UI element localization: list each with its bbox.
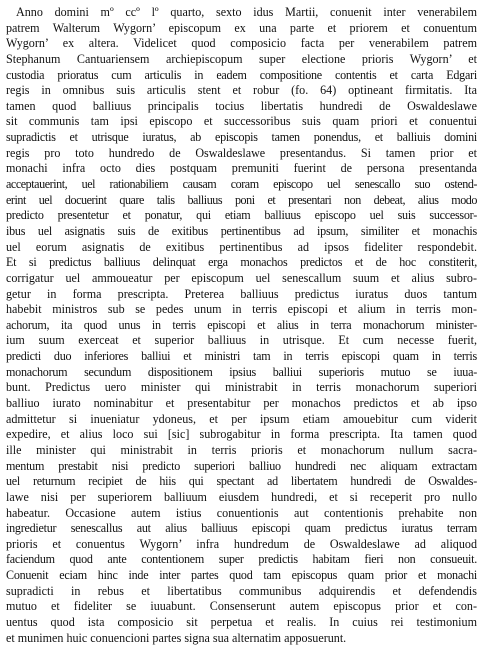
text-line: predicto presentetur et ponatur, qui etiam balliuus episcopo uel suis successor- — [6, 208, 477, 223]
text-line: custodia prioratus cum articulis in eadem compositione contentis et carta Edgari — [6, 67, 477, 82]
text-line: Conuenit eciam hinc inde inter partes quod tam episcopus quam prior et monachi — [6, 568, 477, 583]
text-line: expedire, et alius loco sui [sic] subrogabitur in forma prescripta. Ita tamen quod — [6, 427, 477, 442]
text-line: ium suum exerceat et superior balliuus in utrisque. Et cum necesse fuerit, — [6, 333, 477, 348]
text-line: patrem Walterum Wygorn’ episcopum ex una parte et priorem et conuentum — [6, 20, 477, 35]
text-line: uel returnum recipiet de hiis qui spectant ad libertatem hundredi de Oswaldes- — [6, 474, 477, 489]
text-line: habebit ministros sub se pedes unum in terris episcopi et alium in terris mon- — [6, 302, 477, 317]
text-line: uentus quod ista composicio sit perpetua et realis. In cuius rei testimonium — [6, 614, 477, 629]
text-line: prioris et conuentus Wygorn’ infra hundredum de Oswaldeslawe ad aliquod — [6, 536, 477, 551]
text-line: mutuo et fideliter se iuuabunt. Consenserunt autem episcopus prior et con- — [6, 599, 477, 614]
text-line: ingredietur senescallus aut alius balliuus episcopi quam predictus iuratus terram — [6, 521, 477, 536]
text-line: Et si predictus balliuus delinquat erga monachos predictos et de hoc constiterit, — [6, 255, 477, 270]
text-line: faciendum quod ante contentionem super predictis habitam fieri non consueuit. — [6, 552, 477, 567]
text-line: regis in omnibus suis articulis stent et robur (fo. 64) optineant firmitatis. Ita — [6, 83, 477, 98]
text-line: Anno domini mº ccº lº quarto, sexto idus Martii, conuenit inter venerabilem — [16, 5, 477, 19]
text-line: monachorum secundum dispositionem ipsius balliui superioris mutuo se iuua- — [6, 364, 477, 379]
charter-text — [6, 5, 477, 646]
text-line: et munimen huic conuencioni partes signa sua alternatim apposuerunt. — [6, 630, 347, 645]
text-line: lawe nisi per superiorem balliuum eiusdem hundredi, et si receperit pro nullo — [6, 489, 477, 504]
text-line: Wygorn’ ex altera. Videlicet quod composicio facta per venerabilem patrem — [6, 36, 477, 51]
text-line: corrigatur uel ammoueatur per episcopum uel senescallum suum et alius subro- — [6, 270, 477, 285]
text-line: sit communis tam ipsi episcopo et successoribus suis quam priori et conuentui — [6, 114, 477, 129]
text-line: getur in forma prescripta. Preterea balliuus predictus iuratus duos tantum — [6, 286, 477, 301]
text-line: Stephanum Cantuariensem archiepiscopum super electione prioris Wygorn’ et — [6, 51, 477, 66]
text-line: erint uel docuerint quare talis balliuus poni et presentari non debeat, alius modo — [6, 192, 477, 207]
text-line: acceptauerint, uel rationabiliem causam coram episcopo uel senescallo suo ostend- — [6, 177, 477, 192]
text-line: monachi infra octo dies postquam premuniti fuerint de persona presentanda — [6, 161, 477, 176]
text-line: uel eorum asignatis de exitibus pertinentibus ad ipsos fideliter respondebit. — [6, 239, 477, 254]
text-line: admittetur si inueniatur ydoneus, et per ipsum etiam amouebitur cum viderit — [6, 411, 477, 426]
text-line: mentum prestabit nisi predicto superiori balliuo hundredi nec aliquam extractam — [6, 458, 477, 473]
text-line: bunt. Predictus uero minister qui ministrabit in terris monachorum superiori — [6, 380, 477, 395]
text-line: supradictis et utrisque iuratus, ab episcopis tamen ponendus, et balliuis domini — [6, 130, 477, 145]
text-line: predicti duo inferiores balliui et ministri tam in terris episcopi quam in terris — [6, 349, 477, 364]
text-line: ibus uel asignatis suis de exitibus pertinentibus ad ipsum, similiter et monachis — [6, 223, 477, 238]
text-line: achorum, ita quod unus in terris episcopi et alius in terra monachorum minister- — [6, 317, 477, 332]
text-line: habeatur. Occasione autem istius conuentionis aut contentionis prehabite non — [6, 505, 477, 520]
text-line: balliuo iurato nominabitur et presentabitur per monachos predictos et ab ipso — [6, 396, 477, 411]
text-line: tamen quod balliuus principalis tocius libertatis hundredi de Oswaldeslawe — [6, 98, 477, 113]
text-line: supradicti in rebus et libertatibus communibus adquirendis et defendendis — [6, 583, 477, 598]
text-line: ille minister qui ministrabit in terris prioris et monachorum nullum sacra- — [6, 442, 477, 457]
text-line: regis pro toto hundredo de Oswaldeslawe presentandus. Si tamen prior et — [6, 145, 477, 160]
